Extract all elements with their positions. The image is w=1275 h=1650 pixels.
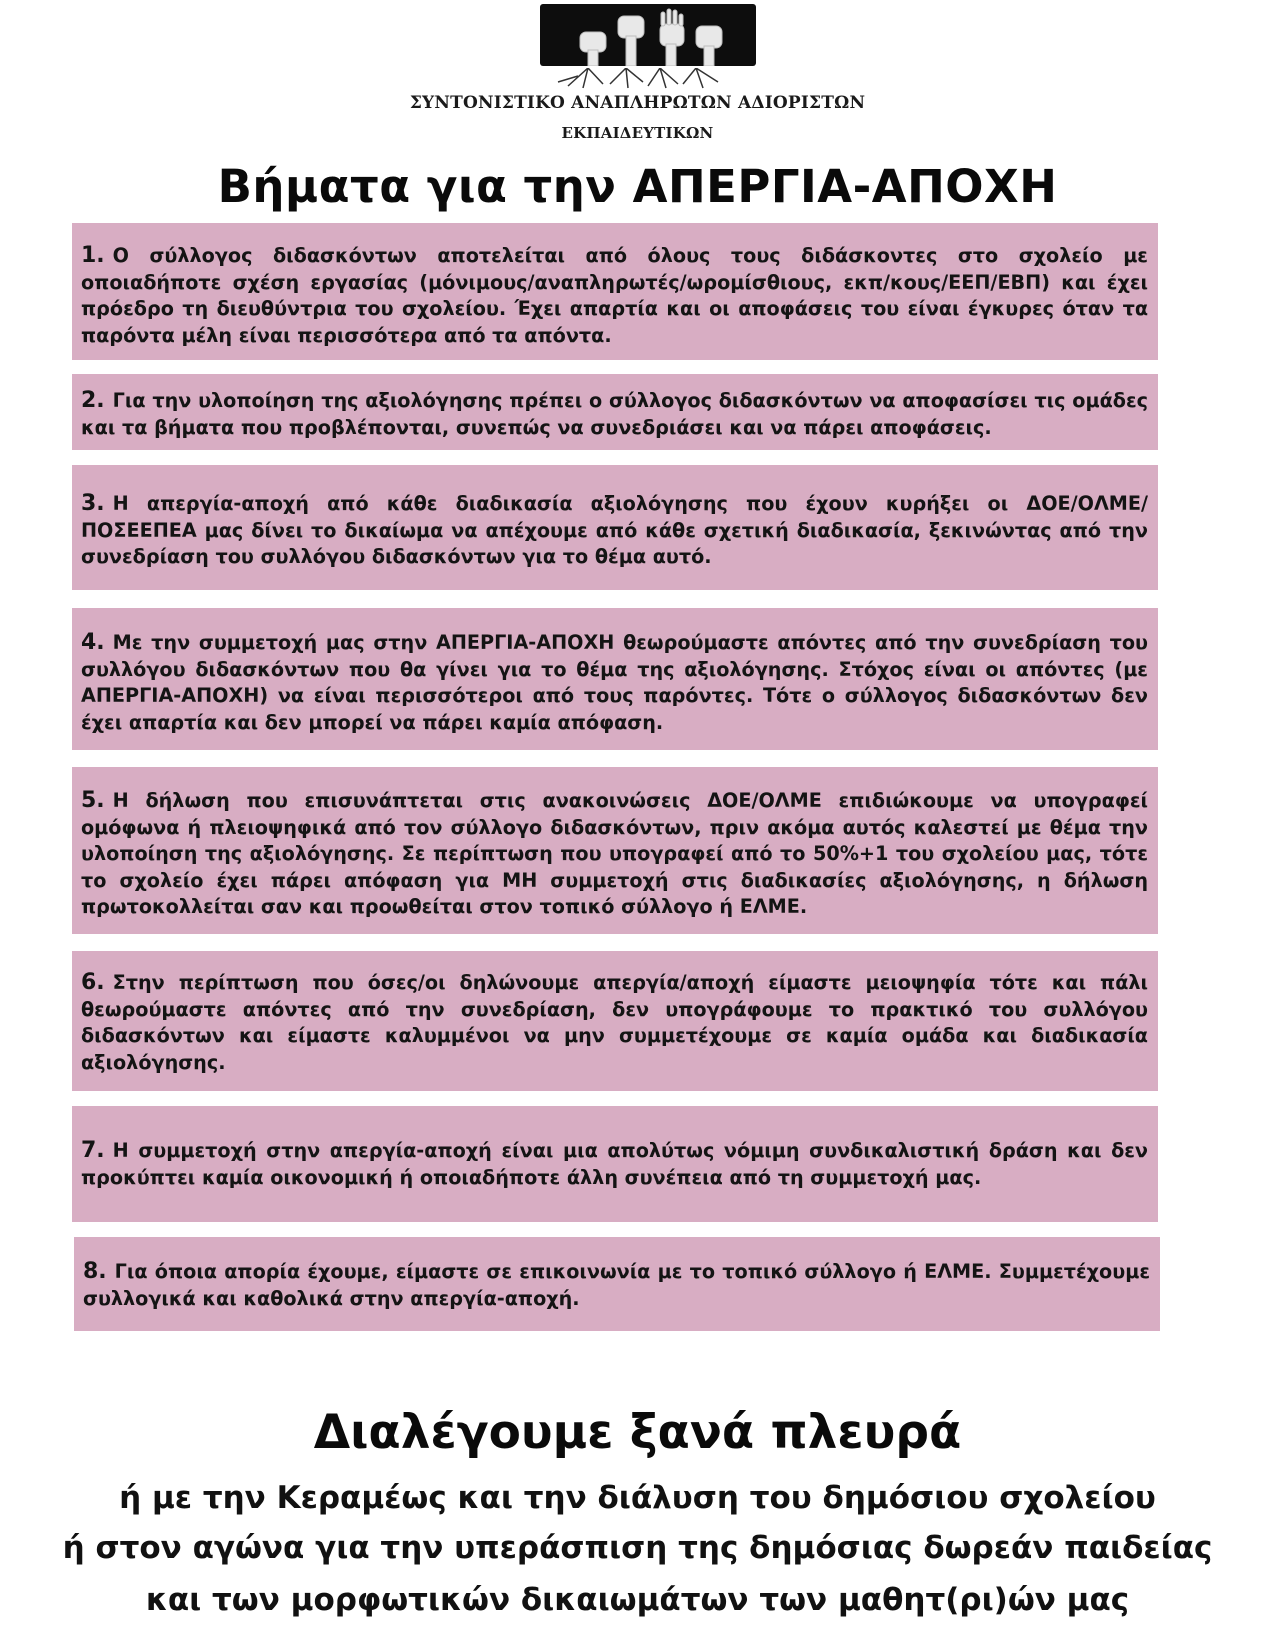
page-title: Βήματα για την ΑΠΕΡΓΙΑ-ΑΠΟΧΗ xyxy=(217,160,1058,213)
step-text: Η δήλωση που επισυνάπτεται στις ανακοινώσεις ΔΟΕ/ΟΛΜΕ επιδιώκουμε να υπογραφεί ομόφωνα ή πλειοψηφικά από τον σύλλογο διδασκόντων, πριν ακόμα αυτός καλεστεί με θέμα την υλοποίηση της αξιολόγησης. Σε περίπτωση που υπογραφεί από το 50%+1 του σχολείου μας, τότε το σχολείο έχει πάρει απόφαση για ΜΗ συμμετοχή στις διαδικασίες αξιολόγησης, η δήλωση πρωτοκολλείται σαν και προωθείται στον τοπικό σύλλογο ή ΕΛΜΕ. xyxy=(81,789,1148,918)
step-text: Η συμμετοχή στην απεργία-αποχή είναι μια απολύτως νόμιμη συνδικαλιστική δράση και δεν προκύπτει καμία οικονομική ή οποιαδήποτε άλλη συνέπεια από τη συμμετοχή μας. xyxy=(81,1139,1148,1189)
org-name-line1: ΣΥΝΤΟΝΙΣΤΙΚΟ ΑΝΑΠΛΗΡΩΤΩΝ ΑΔΙΟΡΙΣΤΩΝ xyxy=(409,93,866,113)
step-text: Ο σύλλογος διδασκόντων αποτελείται από όλους τους διδάσκοντες στο σχολείο με οποιαδήποτε σχέση εργασίας (μόνιμους/αναπληρωτές/ωρομίσθιους, εκπ/κους/ΕΕΠ/ΕΒΠ) και έχει πρόεδρο τη διευθύντρια του σχολείου. Έχει απαρτία και οι αποφάσεις του είναι έγκυρες όταν τα παρόντα μέλη είναι περισσότερα από τα απόντα. xyxy=(81,244,1148,347)
closing-line-2: ή στον αγώνα για την υπεράσπιση της δημόσιας δωρεάν παιδείας xyxy=(62,1530,1213,1566)
step-number: 3. xyxy=(81,491,105,516)
step-number: 2. xyxy=(81,388,105,413)
step-4 xyxy=(72,608,1158,750)
step-1 xyxy=(72,223,1158,360)
org-name-line2: ΕΚΠΑΙΔΕΥΤΙΚΩΝ xyxy=(561,124,714,142)
step-text: Η απεργία-αποχή από κάθε διαδικασία αξιολόγησης που έχουν κυρήξει οι ΔΟΕ/ΟΛΜΕ/ΠΟΣΕΕΠΕΑ μας δίνει το δικαίωμα να απέχουμε από κάθε σχετική διαδικασία, ξεκινώντας από την συνεδρίαση του συλλόγου διδασκόντων για το θέμα αυτό. xyxy=(81,492,1148,568)
closing-title: Διαλέγουμε ξανά πλευρά xyxy=(313,1405,962,1460)
closing-line-3: και των μορφωτικών δικαιωμάτων των μαθητ(ρι)ών μας xyxy=(145,1582,1130,1618)
logo-fists-icon xyxy=(540,4,756,66)
step-text: Στην περίπτωση που όσες/οι δηλώνουμε απεργία/αποχή είμαστε μειοψηφία τότε και πάλι θεωρούμαστε απόντες από την συνεδρίαση, δεν υπογράφουμε το πρακτικό του συλλόγου διδασκόντων και είμαστε καλυμμένοι να μην συμμετέχουμε σε καμία ομάδα και διαδικασία αξιολόγησης. xyxy=(81,971,1148,1074)
closing-line-1: ή με την Κεραμέως και την διάλυση του δημόσιου σχολείου xyxy=(119,1480,1156,1516)
step-6 xyxy=(72,951,1158,1091)
step-7 xyxy=(72,1106,1158,1222)
step-text: Με την συμμετοχή μας στην ΑΠΕΡΓΙΑ-ΑΠΟΧΗ θεωρούμαστε απόντες από την συνεδρίαση του συλλόγου διδασκόντων που θα γίνει για το θέμα της αξιολόγησης. Στόχος είναι οι απόντες (με ΑΠΕΡΓΙΑ-ΑΠΟΧΗ) να είναι περισσότεροι από τους παρόντες. Τότε ο σύλλογος διδασκόντων δεν έχει απαρτία και δεν μπορεί να πάρει καμία απόφαση. xyxy=(81,631,1148,734)
step-5 xyxy=(72,767,1158,934)
step-number: 7. xyxy=(81,1138,105,1163)
step-3 xyxy=(72,465,1158,590)
step-number: 8. xyxy=(83,1259,107,1284)
step-2 xyxy=(72,374,1158,450)
step-number: 6. xyxy=(81,970,105,995)
step-number: 4. xyxy=(81,630,105,655)
roots-icon xyxy=(548,68,728,90)
step-number: 1. xyxy=(81,243,105,268)
step-text: Για όποια απορία έχουμε, είμαστε σε επικοινωνία με το τοπικό σύλλογο ή ΕΛΜΕ. Συμμετέχουμε συλλογικά και καθολικά στην απεργία-αποχή. xyxy=(83,1260,1150,1310)
step-8 xyxy=(74,1237,1160,1331)
logo xyxy=(0,4,1275,90)
step-text: Για την υλοποίηση της αξιολόγησης πρέπει ο σύλλογος διδασκόντων να αποφασίσει τις ομάδες και τα βήματα που προβλέπονται, συνεπώς να συνεδριάσει και να πάρει αποφάσεις. xyxy=(81,389,1148,439)
step-number: 5. xyxy=(81,788,105,813)
